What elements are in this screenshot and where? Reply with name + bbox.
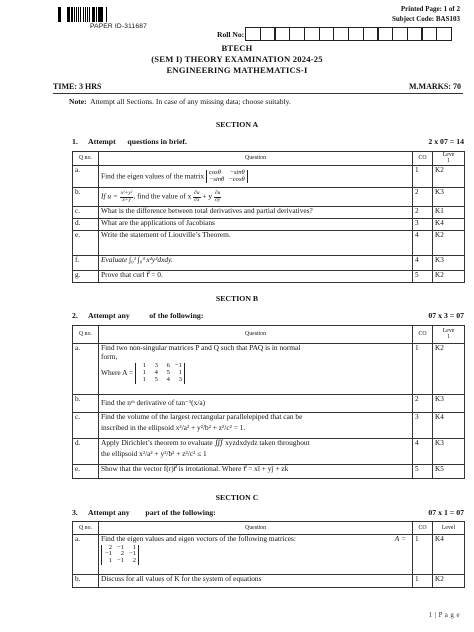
matrix-cell: −1 xyxy=(116,557,124,565)
matrix-cell: 2 xyxy=(120,550,124,558)
roll-number-boxes[interactable] xyxy=(246,27,452,41)
roll-box[interactable] xyxy=(378,27,394,41)
fraction-numerator: ∂u xyxy=(194,190,200,197)
co-value: 2 xyxy=(413,207,433,219)
co-value: 1 xyxy=(413,166,433,188)
col-level: Leve 1 xyxy=(433,152,465,166)
question-text xyxy=(99,413,413,439)
fraction-denominator: ∂y xyxy=(215,196,221,203)
fraction-numerator: ∂u xyxy=(214,190,221,197)
co-value: 3 xyxy=(413,413,433,439)
question-a-text: Find the eigen values of the matrix xyxy=(101,171,205,181)
question-text: Discuss for all values of K for the system of equations xyxy=(99,575,413,588)
qno: e. xyxy=(73,465,99,479)
table-row xyxy=(73,413,465,439)
fraction-du-dy xyxy=(214,191,221,203)
co-value: 4 xyxy=(413,439,433,465)
time-allowed: TIME: 3 HRS xyxy=(53,82,102,91)
level-value: K4 xyxy=(433,219,465,231)
table-row xyxy=(73,271,465,283)
roll-box[interactable] xyxy=(422,27,438,41)
level-value: K5 xyxy=(433,465,465,479)
fraction-numerator: x²+y² xyxy=(120,190,133,197)
qno: g. xyxy=(73,271,99,283)
matrix-cell: 1 xyxy=(142,368,146,376)
level-value: K3 xyxy=(433,256,465,271)
level-value: K4 xyxy=(433,535,465,575)
level-value: K2 xyxy=(433,166,465,188)
section-a-title: SECTION A xyxy=(215,120,259,129)
matrix-cell: 2 xyxy=(132,557,136,565)
col-co: CO xyxy=(413,326,433,344)
level-value: K3 xyxy=(433,439,465,465)
question-number: 1. xyxy=(72,137,78,146)
col-qno: Q no. xyxy=(73,326,99,344)
co-value: 1 xyxy=(413,344,433,395)
col-question: Question xyxy=(99,152,413,166)
section-c-title: SECTION C xyxy=(215,493,259,502)
matrix-cell: 1 xyxy=(142,362,146,370)
table-row xyxy=(73,231,465,256)
question-text: What are the applications of Jacobians xyxy=(99,219,413,231)
section-b-instruction: Attempt any of the following: xyxy=(88,311,204,320)
co-value: 3 xyxy=(413,219,433,231)
barcode xyxy=(58,7,160,22)
qno: b. xyxy=(73,188,99,207)
roll-label: Roll No: xyxy=(217,30,245,39)
question-text: Show that the vector f(r)r⃗ is irrotational. Where r⃗ = xî + yĵ + zk̂ xyxy=(99,465,413,479)
qno: c. xyxy=(73,207,99,219)
section-b-marks: 07 x 3 = 07 xyxy=(428,311,464,320)
section-b-heading xyxy=(72,312,464,321)
roll-box[interactable] xyxy=(407,27,423,41)
table-row xyxy=(73,344,465,395)
co-value: 1 xyxy=(413,535,433,575)
matrix-cell: −1 xyxy=(128,550,136,558)
matrix-cell: 5 xyxy=(166,368,170,376)
page-footer: 1 | P a g e xyxy=(428,611,460,619)
table-row xyxy=(73,219,465,231)
roll-box[interactable] xyxy=(333,27,349,41)
qno: a. xyxy=(73,535,99,575)
section-c-table xyxy=(72,521,465,588)
matrix-cell: −sinθ xyxy=(208,175,225,183)
matrix-cell: 1 xyxy=(108,557,112,565)
col-co: CO xyxy=(413,152,433,166)
question-text: Find the nᵗʰ derivative of tan⁻¹(x/a) xyxy=(99,395,413,413)
question-b-mid: , find the value of x xyxy=(133,191,192,201)
note-text: Attempt all Sections. In case of any missing data; choose suitably. xyxy=(90,97,291,106)
header-divider xyxy=(53,93,463,94)
table-header-row xyxy=(73,326,465,344)
table-row xyxy=(73,465,465,479)
roll-box[interactable] xyxy=(289,27,305,41)
fraction-denominator: ∂x xyxy=(194,196,200,203)
question-line: Find two non-singular matrices P and Q such that PAQ is in normal xyxy=(101,343,301,352)
section-a-marks: 2 x 07 = 14 xyxy=(428,137,464,146)
co-value: 1 xyxy=(413,575,433,588)
matrix-cell: −sinθ xyxy=(229,168,245,176)
matrix-row xyxy=(209,177,245,184)
table-row xyxy=(73,395,465,413)
question-text xyxy=(99,188,413,207)
question-text xyxy=(99,535,413,575)
section-a-heading xyxy=(72,138,464,147)
question-line: the ellipsoid x²/a² + y²/b² + z²/c² ≤ 1 xyxy=(101,448,207,458)
roll-box[interactable] xyxy=(392,27,408,41)
question-text xyxy=(99,439,413,465)
matrix-cell: 1 xyxy=(178,368,182,376)
question-text xyxy=(99,344,413,395)
section-a-instruction: Attempt questions in brief. xyxy=(88,137,187,146)
matrix-cell: 6 xyxy=(166,362,170,370)
question-line: Where A = xyxy=(101,368,134,378)
question-text: Evaluate ∫₀¹ ∫₀³ x²y²dxdy. xyxy=(99,256,413,271)
roll-box[interactable] xyxy=(245,27,261,41)
note xyxy=(69,98,291,107)
section-c-instruction: Attempt any part of the following: xyxy=(88,508,216,517)
level-value: K2 xyxy=(433,344,465,395)
matrix-cell: 4 xyxy=(166,375,170,383)
col-level: Leve 1 xyxy=(433,326,465,344)
matrix-c xyxy=(101,545,139,566)
col-question: Question xyxy=(99,326,413,344)
roll-box[interactable] xyxy=(319,27,335,41)
matrix-b xyxy=(135,363,185,384)
table-row xyxy=(73,575,465,588)
level-value: K2 xyxy=(433,575,465,588)
question-line: inscribed in the ellipsoid x²/a² + y²/b² + z²/c² = 1. xyxy=(101,422,246,432)
matrix-cell: 3 xyxy=(154,362,158,370)
section-c-marks: 07 x 1 = 07 xyxy=(428,508,464,517)
co-value: 4 xyxy=(413,231,433,256)
table-row xyxy=(73,188,465,207)
printed-page: Printed Page: 1 of 2 xyxy=(400,5,460,13)
roll-box[interactable] xyxy=(260,27,276,41)
qno: f. xyxy=(73,256,99,271)
fraction-denominator: x+y xyxy=(122,196,131,203)
co-value: 2 xyxy=(413,395,433,413)
level-value: K3 xyxy=(433,395,465,413)
exam-title-subject: ENGINEERING MATHEMATICS-I xyxy=(166,65,308,75)
matrix-cell: 2 xyxy=(108,543,112,551)
co-value: 4 xyxy=(413,256,433,271)
table-row xyxy=(73,535,465,575)
matrix-cell: cosθ xyxy=(208,168,221,176)
question-line: Apply Dirichlet’s theorem to evaluate ∭ xyzdxdydz taken throughout xyxy=(101,438,310,447)
exam-title-course: BTECH xyxy=(221,43,253,53)
matrix-row xyxy=(138,377,182,384)
fraction-u xyxy=(120,191,134,203)
matrix-row xyxy=(104,558,136,565)
matrix-a xyxy=(206,170,248,184)
qno: b. xyxy=(73,575,99,588)
table-header-row xyxy=(73,522,465,535)
question-text: What is the difference between total derivatives and partial derivatives? xyxy=(99,207,413,219)
question-text: Prove that curl r⃗ = 0. xyxy=(99,271,413,283)
level-value: K4 xyxy=(433,413,465,439)
section-b-title: SECTION B xyxy=(215,294,259,303)
question-number: 2. xyxy=(72,311,78,320)
level-value: K2 xyxy=(433,231,465,256)
matrix-cell: −1 xyxy=(104,550,112,558)
fraction-du-dx xyxy=(193,191,200,203)
level-value: K1 xyxy=(433,207,465,219)
table-row xyxy=(73,439,465,465)
qno: e. xyxy=(73,231,99,256)
col-question: Question xyxy=(99,522,413,535)
barcode-bar xyxy=(107,7,109,22)
question-line: Find the volume of the largest rectangular parallelepiped that can be xyxy=(101,412,303,421)
section-a-table xyxy=(72,151,465,283)
section-b-table xyxy=(72,325,465,479)
question-line: Find the eigen values and eigen vectors of the following matrices: xyxy=(101,534,296,543)
matrix-cell: 4 xyxy=(154,368,158,376)
col-qno: Q no. xyxy=(73,152,99,166)
co-value: 5 xyxy=(413,465,433,479)
col-qno: Q no. xyxy=(73,522,99,535)
table-header-row xyxy=(73,152,465,166)
question-number: 3. xyxy=(72,508,78,517)
matrix-cell: −1 xyxy=(116,543,124,551)
qno: a. xyxy=(73,166,99,188)
qno: d. xyxy=(73,439,99,465)
question-b-pre: If u = xyxy=(101,191,118,201)
question-text: Write the statement of Liouville’s Theorem. xyxy=(99,231,413,256)
question-b-plus: + y xyxy=(200,191,213,201)
table-row xyxy=(73,207,465,219)
question-text xyxy=(99,166,413,188)
co-value: 5 xyxy=(413,271,433,283)
co-value: 2 xyxy=(413,188,433,207)
note-label: Note: xyxy=(69,97,87,106)
roll-box[interactable] xyxy=(436,27,452,41)
matrix-cell: −1 xyxy=(174,362,182,370)
question-line: form, xyxy=(101,351,118,361)
roll-box[interactable] xyxy=(275,27,291,41)
qno: a. xyxy=(73,344,99,395)
subject-code: Subject Code: BAS103 xyxy=(391,15,460,23)
level-value: K3 xyxy=(433,188,465,207)
qno: b. xyxy=(73,395,99,413)
paper-id: PAPER ID-311687 xyxy=(90,23,147,30)
matrix-cell: −cosθ xyxy=(228,175,245,183)
qno: d. xyxy=(73,219,99,231)
col-level: Level xyxy=(433,522,465,535)
roll-box[interactable] xyxy=(348,27,364,41)
max-marks: M.MARKS: 70 xyxy=(409,82,461,91)
qno: c. xyxy=(73,413,99,439)
question-eq: A = xyxy=(394,534,406,543)
roll-box[interactable] xyxy=(363,27,379,41)
table-row xyxy=(73,166,465,188)
level-value: K2 xyxy=(433,271,465,283)
matrix-cell: 1 xyxy=(132,543,136,551)
col-co: CO xyxy=(413,522,433,535)
section-c-heading xyxy=(72,509,464,518)
roll-box[interactable] xyxy=(304,27,320,41)
matrix-cell: 5 xyxy=(154,375,158,383)
matrix-cell: 3 xyxy=(178,375,182,383)
matrix-cell: 1 xyxy=(142,375,146,383)
table-row xyxy=(73,256,465,271)
exam-title-session: (SEM I) THEORY EXAMINATION 2024-25 xyxy=(151,54,323,64)
